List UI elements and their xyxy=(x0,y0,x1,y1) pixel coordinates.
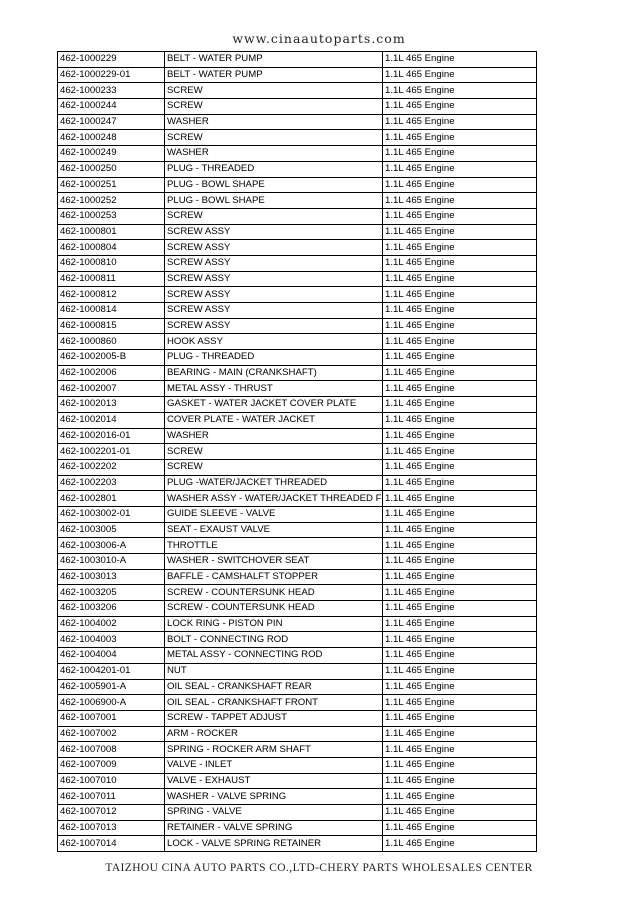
part-number-cell: 462-1002013 xyxy=(58,397,165,413)
part-number-cell: 462-1002005-B xyxy=(58,350,165,366)
table-row xyxy=(58,130,537,146)
engine-cell: 1.1L 465 Engine xyxy=(383,601,537,617)
engine-cell: 1.1L 465 Engine xyxy=(383,177,537,193)
part-number-cell: 462-1002801 xyxy=(58,491,165,507)
part-description-cell: LOCK - VALVE SPRING RETAINER xyxy=(165,836,383,852)
part-number-cell: 462-1007014 xyxy=(58,836,165,852)
part-number-cell: 462-1002203 xyxy=(58,475,165,491)
table-row xyxy=(58,67,537,83)
part-number-cell: 462-1002006 xyxy=(58,365,165,381)
engine-cell: 1.1L 465 Engine xyxy=(383,632,537,648)
table-row xyxy=(58,83,537,99)
part-description-cell: PLUG -WATER/JACKET THREADED xyxy=(165,475,383,491)
engine-cell: 1.1L 465 Engine xyxy=(383,554,537,570)
part-description-cell: SCREW ASSY xyxy=(165,240,383,256)
engine-cell: 1.1L 465 Engine xyxy=(383,710,537,726)
table-row xyxy=(58,52,537,68)
part-number-cell: 462-1007009 xyxy=(58,757,165,773)
part-number-cell: 462-1007011 xyxy=(58,789,165,805)
part-number-cell: 462-1000815 xyxy=(58,318,165,334)
part-description-cell: WASHER ASSY - WATER/JACKET THREADED F xyxy=(165,491,383,507)
table-row xyxy=(58,287,537,303)
part-number-cell: 462-1003005 xyxy=(58,522,165,538)
part-description-cell: SEAT - EXAUST VALVE xyxy=(165,522,383,538)
part-description-cell: WASHER xyxy=(165,428,383,444)
engine-cell: 1.1L 465 Engine xyxy=(383,397,537,413)
engine-cell: 1.1L 465 Engine xyxy=(383,444,537,460)
table-row xyxy=(58,177,537,193)
table-row xyxy=(58,742,537,758)
part-number-cell: 462-1003010-A xyxy=(58,554,165,570)
part-description-cell: SCREW xyxy=(165,444,383,460)
part-description-cell: BELT - WATER PUMP xyxy=(165,67,383,83)
table-row xyxy=(58,695,537,711)
engine-cell: 1.1L 465 Engine xyxy=(383,255,537,271)
part-description-cell: BOLT - CONNECTING ROD xyxy=(165,632,383,648)
engine-cell: 1.1L 465 Engine xyxy=(383,836,537,852)
part-number-cell: 462-1003002-01 xyxy=(58,506,165,522)
table-row xyxy=(58,538,537,554)
engine-cell: 1.1L 465 Engine xyxy=(383,52,537,68)
part-description-cell: BAFFLE - CAMSHALFT STOPPER xyxy=(165,569,383,585)
engine-cell: 1.1L 465 Engine xyxy=(383,303,537,319)
engine-cell: 1.1L 465 Engine xyxy=(383,757,537,773)
engine-cell: 1.1L 465 Engine xyxy=(383,663,537,679)
part-description-cell: LOCK RING - PISTON PIN xyxy=(165,616,383,632)
engine-cell: 1.1L 465 Engine xyxy=(383,130,537,146)
table-row xyxy=(58,397,537,413)
table-row xyxy=(58,601,537,617)
part-description-cell: RETAINER - VALVE SPRING xyxy=(165,820,383,836)
table-row xyxy=(58,773,537,789)
part-description-cell: WASHER - VALVE SPRING xyxy=(165,789,383,805)
engine-cell: 1.1L 465 Engine xyxy=(383,522,537,538)
table-row xyxy=(58,522,537,538)
part-description-cell: WASHER xyxy=(165,114,383,130)
table-row xyxy=(58,350,537,366)
engine-cell: 1.1L 465 Engine xyxy=(383,475,537,491)
part-number-cell: 462-1002016-01 xyxy=(58,428,165,444)
part-description-cell: OIL SEAL - CRANKSHAFT FRONT xyxy=(165,695,383,711)
part-number-cell: 462-1007012 xyxy=(58,805,165,821)
table-row xyxy=(58,365,537,381)
part-description-cell: GASKET - WATER JACKET COVER PLATE xyxy=(165,397,383,413)
engine-cell: 1.1L 465 Engine xyxy=(383,648,537,664)
part-description-cell: SCREW ASSY xyxy=(165,255,383,271)
part-description-cell: SCREW - COUNTERSUNK HEAD xyxy=(165,585,383,601)
part-number-cell: 462-1003006-A xyxy=(58,538,165,554)
part-description-cell: WASHER xyxy=(165,146,383,162)
part-number-cell: 462-1004201-01 xyxy=(58,663,165,679)
engine-cell: 1.1L 465 Engine xyxy=(383,679,537,695)
part-number-cell: 462-1000810 xyxy=(58,255,165,271)
part-number-cell: 462-1000801 xyxy=(58,224,165,240)
part-number-cell: 462-1000248 xyxy=(58,130,165,146)
engine-cell: 1.1L 465 Engine xyxy=(383,412,537,428)
part-number-cell: 462-1000229-01 xyxy=(58,67,165,83)
engine-cell: 1.1L 465 Engine xyxy=(383,506,537,522)
part-description-cell: SCREW xyxy=(165,99,383,115)
table-row xyxy=(58,475,537,491)
part-description-cell: METAL ASSY - CONNECTING ROD xyxy=(165,648,383,664)
table-row xyxy=(58,836,537,852)
part-number-cell: 462-1007001 xyxy=(58,710,165,726)
table-row xyxy=(58,193,537,209)
engine-cell: 1.1L 465 Engine xyxy=(383,208,537,224)
table-row xyxy=(58,99,537,115)
engine-cell: 1.1L 465 Engine xyxy=(383,114,537,130)
part-description-cell: SCREW xyxy=(165,459,383,475)
part-number-cell: 462-1003206 xyxy=(58,601,165,617)
engine-cell: 1.1L 465 Engine xyxy=(383,334,537,350)
table-row xyxy=(58,255,537,271)
engine-cell: 1.1L 465 Engine xyxy=(383,193,537,209)
part-description-cell: METAL ASSY - THRUST xyxy=(165,381,383,397)
table-row xyxy=(58,506,537,522)
part-number-cell: 462-1000247 xyxy=(58,114,165,130)
part-number-cell: 462-1000252 xyxy=(58,193,165,209)
engine-cell: 1.1L 465 Engine xyxy=(383,240,537,256)
part-number-cell: 462-1000812 xyxy=(58,287,165,303)
part-description-cell: THROTTLE xyxy=(165,538,383,554)
part-number-cell: 462-1005901-A xyxy=(58,679,165,695)
part-number-cell: 462-1003013 xyxy=(58,569,165,585)
part-description-cell: PLUG - THREADED xyxy=(165,161,383,177)
engine-cell: 1.1L 465 Engine xyxy=(383,271,537,287)
engine-cell: 1.1L 465 Engine xyxy=(383,350,537,366)
table-row xyxy=(58,334,537,350)
part-description-cell: COVER PLATE - WATER JACKET xyxy=(165,412,383,428)
part-number-cell: 462-1000814 xyxy=(58,303,165,319)
part-number-cell: 462-1007013 xyxy=(58,820,165,836)
table-row xyxy=(58,569,537,585)
part-description-cell: VALVE - EXHAUST xyxy=(165,773,383,789)
table-row xyxy=(58,412,537,428)
table-row xyxy=(58,805,537,821)
part-number-cell: 462-1002202 xyxy=(58,459,165,475)
part-number-cell: 462-1000251 xyxy=(58,177,165,193)
part-description-cell: OIL SEAL - CRANKSHAFT REAR xyxy=(165,679,383,695)
part-number-cell: 462-1002014 xyxy=(58,412,165,428)
part-number-cell: 462-1000811 xyxy=(58,271,165,287)
part-number-cell: 462-1007002 xyxy=(58,726,165,742)
engine-cell: 1.1L 465 Engine xyxy=(383,742,537,758)
engine-cell: 1.1L 465 Engine xyxy=(383,538,537,554)
table-row xyxy=(58,381,537,397)
part-description-cell: NUT xyxy=(165,663,383,679)
part-description-cell: SCREW xyxy=(165,83,383,99)
part-number-cell: 462-1000249 xyxy=(58,146,165,162)
part-description-cell: SCREW xyxy=(165,130,383,146)
part-description-cell: PLUG - BOWL SHAPE xyxy=(165,177,383,193)
part-description-cell: SCREW ASSY xyxy=(165,318,383,334)
part-number-cell: 462-1004003 xyxy=(58,632,165,648)
part-number-cell: 462-1006900-A xyxy=(58,695,165,711)
engine-cell: 1.1L 465 Engine xyxy=(383,146,537,162)
part-description-cell: SCREW ASSY xyxy=(165,287,383,303)
part-number-cell: 462-1007010 xyxy=(58,773,165,789)
table-row xyxy=(58,663,537,679)
part-number-cell: 462-1000244 xyxy=(58,99,165,115)
engine-cell: 1.1L 465 Engine xyxy=(383,569,537,585)
part-description-cell: ARM - ROCKER xyxy=(165,726,383,742)
part-number-cell: 462-1007008 xyxy=(58,742,165,758)
part-description-cell: SCREW ASSY xyxy=(165,303,383,319)
part-description-cell: SCREW - COUNTERSUNK HEAD xyxy=(165,601,383,617)
table-row xyxy=(58,616,537,632)
table-row xyxy=(58,114,537,130)
parts-table xyxy=(57,51,537,852)
part-number-cell: 462-1000804 xyxy=(58,240,165,256)
table-row xyxy=(58,303,537,319)
table-row xyxy=(58,757,537,773)
table-row xyxy=(58,224,537,240)
engine-cell: 1.1L 465 Engine xyxy=(383,726,537,742)
part-description-cell: GUIDE SLEEVE - VALVE xyxy=(165,506,383,522)
engine-cell: 1.1L 465 Engine xyxy=(383,695,537,711)
engine-cell: 1.1L 465 Engine xyxy=(383,805,537,821)
part-number-cell: 462-1000253 xyxy=(58,208,165,224)
engine-cell: 1.1L 465 Engine xyxy=(383,820,537,836)
table-row xyxy=(58,554,537,570)
part-description-cell: SCREW ASSY xyxy=(165,271,383,287)
table-row xyxy=(58,632,537,648)
engine-cell: 1.1L 465 Engine xyxy=(383,773,537,789)
engine-cell: 1.1L 465 Engine xyxy=(383,789,537,805)
table-row xyxy=(58,318,537,334)
table-row xyxy=(58,146,537,162)
part-description-cell: SCREW ASSY xyxy=(165,224,383,240)
part-number-cell: 462-1000229 xyxy=(58,52,165,68)
engine-cell: 1.1L 465 Engine xyxy=(383,428,537,444)
table-row xyxy=(58,459,537,475)
table-row xyxy=(58,585,537,601)
table-row xyxy=(58,726,537,742)
table-row xyxy=(58,679,537,695)
part-description-cell: SCREW xyxy=(165,208,383,224)
table-row xyxy=(58,240,537,256)
table-row xyxy=(58,208,537,224)
part-description-cell: BELT - WATER PUMP xyxy=(165,52,383,68)
engine-cell: 1.1L 465 Engine xyxy=(383,491,537,507)
part-description-cell: WASHER - SWITCHOVER SEAT xyxy=(165,554,383,570)
engine-cell: 1.1L 465 Engine xyxy=(383,585,537,601)
part-number-cell: 462-1004002 xyxy=(58,616,165,632)
part-number-cell: 462-1000250 xyxy=(58,161,165,177)
engine-cell: 1.1L 465 Engine xyxy=(383,365,537,381)
part-description-cell: HOOK ASSY xyxy=(165,334,383,350)
part-description-cell: VALVE - INLET xyxy=(165,757,383,773)
table-row xyxy=(58,161,537,177)
table-row xyxy=(58,444,537,460)
part-number-cell: 462-1003205 xyxy=(58,585,165,601)
engine-cell: 1.1L 465 Engine xyxy=(383,67,537,83)
part-description-cell: BEARING - MAIN (CRANKSHAFT) xyxy=(165,365,383,381)
engine-cell: 1.1L 465 Engine xyxy=(383,161,537,177)
part-number-cell: 462-1004004 xyxy=(58,648,165,664)
table-row xyxy=(58,710,537,726)
engine-cell: 1.1L 465 Engine xyxy=(383,459,537,475)
part-description-cell: PLUG - BOWL SHAPE xyxy=(165,193,383,209)
engine-cell: 1.1L 465 Engine xyxy=(383,318,537,334)
engine-cell: 1.1L 465 Engine xyxy=(383,99,537,115)
part-description-cell: SCREW - TAPPET ADJUST xyxy=(165,710,383,726)
engine-cell: 1.1L 465 Engine xyxy=(383,287,537,303)
table-row xyxy=(58,820,537,836)
table-row xyxy=(58,428,537,444)
engine-cell: 1.1L 465 Engine xyxy=(383,381,537,397)
part-number-cell: 462-1002201-01 xyxy=(58,444,165,460)
table-row xyxy=(58,491,537,507)
engine-cell: 1.1L 465 Engine xyxy=(383,616,537,632)
part-number-cell: 462-1002007 xyxy=(58,381,165,397)
page-header-website: www.cinaautoparts.com xyxy=(232,31,406,46)
page-footer-company: TAIZHOU CINA AUTO PARTS CO.,LTD-CHERY PARTS WHOLESALES CENTER xyxy=(105,862,533,874)
part-description-cell: SPRING - ROCKER ARM SHAFT xyxy=(165,742,383,758)
engine-cell: 1.1L 465 Engine xyxy=(383,224,537,240)
part-description-cell: SPRING - VALVE xyxy=(165,805,383,821)
parts-table-body xyxy=(58,52,537,852)
table-row xyxy=(58,789,537,805)
engine-cell: 1.1L 465 Engine xyxy=(383,83,537,99)
table-row xyxy=(58,271,537,287)
table-row xyxy=(58,648,537,664)
part-number-cell: 462-1000860 xyxy=(58,334,165,350)
part-description-cell: PLUG - THREADED xyxy=(165,350,383,366)
part-number-cell: 462-1000233 xyxy=(58,83,165,99)
